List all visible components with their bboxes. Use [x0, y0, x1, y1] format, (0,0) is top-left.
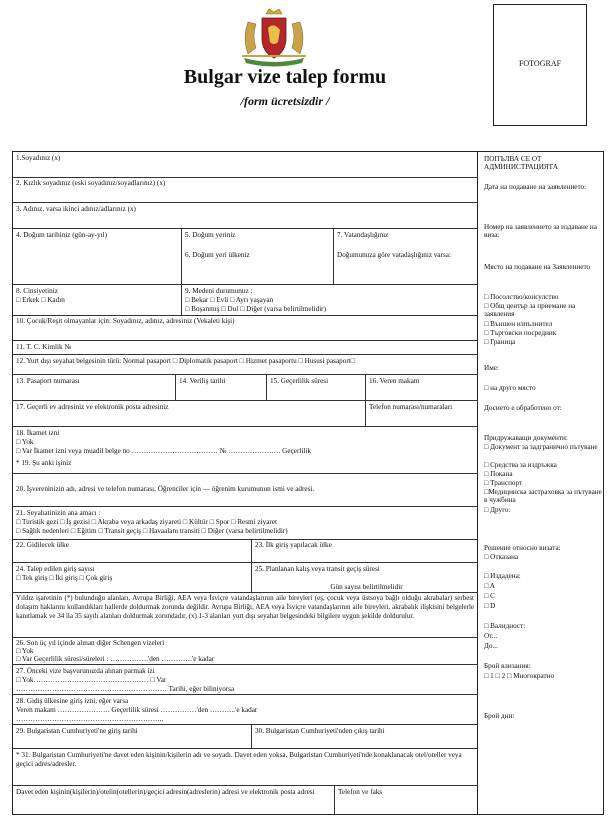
- doc-funds[interactable]: □ Средства за издръжка: [484, 461, 557, 469]
- admin-entries: Брой влизания:: [484, 662, 531, 670]
- field-entry-permit: 28. Gidiş ülkesine giriş izni, eğer varsa: [16, 697, 129, 705]
- purpose-options-1[interactable]: □ Turistik gezi □ İş gezisi □ Akraba veya arkadaş ziyareti □ Kültür □ Spor □ Resmi ziyaret: [16, 518, 277, 526]
- fingerprints-date[interactable]: ……………………………………………………… Tarihi, eğer biliniyorsa: [16, 685, 235, 693]
- field-valid-until[interactable]: 15. Geçerlilik süresi: [270, 377, 329, 385]
- field-marital-status: 9. Medeni durumunuz :: [185, 287, 253, 295]
- eu-note: Yıldız işaretinin (*) bulunduğu alanları, Avrupa Birliği, AEA veya İsviçre vatandaşlarının aile bireyleri (eş, çocuk veya üstsoya bağlı olduğu akrabalar) serbest dolaşım haklarını kullandıkları hallerde doldurmak zorunda değildir. Avrupa Birliği, AEA veya İsviçre vatandaşlarının aile bireyleri, akrabalık ilişkisini belgelerle kanıtlamak ve 34 ila 35 sayılı alanları doldurmak zorundadır, (x) 1-3 alanları yurt dışı seyahat belgesindeki bilgilere uygun şekilde doldurulur.: [16, 594, 474, 620]
- field-entries: 24. Talep edilen giriş sayısı: [16, 565, 95, 573]
- field-entry-date[interactable]: 29. Bulgaristan Cumhuriyeti'ne giriş tarihi: [16, 727, 138, 735]
- field-stay-duration[interactable]: 25. Planlanan kalış veya transit geçiş süresi: [255, 565, 380, 573]
- field-issued-by[interactable]: 16. Veren makam: [369, 377, 420, 385]
- field-guardian[interactable]: 10. Çocuk/Reşit olmayanlar için: Soyadınız, adınız, adresiniz (Vekaleti kişi): [16, 317, 235, 325]
- visa-type-a[interactable]: □ A: [484, 582, 495, 590]
- admin-handler: Досието е обработено от:: [484, 404, 562, 412]
- field-nationality[interactable]: 7. Vatandaşlığınız: [337, 231, 389, 239]
- admin-name: Име:: [484, 364, 499, 372]
- admin-entries-options[interactable]: □ 1 □ 2 □ Многократно: [484, 672, 555, 680]
- admin-place-border[interactable]: □ Граница: [484, 338, 516, 346]
- form-subtitle: /form ücretsizdir /: [240, 94, 330, 108]
- field-destination[interactable]: 22. Gidilecek ülke: [16, 541, 69, 549]
- field-maiden-name[interactable]: 2. Kızlık soyadınız (eski soyadınız/soyadlarınız) (x): [16, 179, 166, 187]
- admin-place-center[interactable]: □ Общ център за приемане на заявления: [484, 302, 576, 319]
- visa-type-c[interactable]: □ C: [484, 592, 495, 600]
- doc-other[interactable]: □ Друго:: [484, 506, 511, 514]
- field-passport-number[interactable]: 13. Pasaport numarası: [16, 377, 80, 385]
- admin-other-place[interactable]: □ на друго място: [484, 384, 536, 392]
- entry-permit-line[interactable]: ……………………………………………………..: [16, 715, 164, 723]
- field-birth-date[interactable]: 4. Doğum tarihiniz (gün-ay-yıl): [16, 231, 108, 239]
- doc-invitation[interactable]: □ Покана: [484, 470, 513, 478]
- admin-place: Място на подаване на Заявлението: [484, 263, 591, 271]
- coat-of-arms: [238, 8, 310, 68]
- field-id-number[interactable]: 11. T. C. Kimlik №: [16, 343, 72, 351]
- admin-place-intermediary[interactable]: □ Търговски посредник: [484, 329, 557, 337]
- visa-type-d[interactable]: □ D: [484, 602, 496, 610]
- field-inviter-phone[interactable]: Telefon ve faks: [338, 788, 383, 796]
- field-sex: 8. Cinsiyetiniz: [16, 287, 58, 295]
- field-inviter[interactable]: * 31. Bulgaristan Cumhuriyeti'ne davet eden kişinin/kişilerin adı ve soyadı. Davet eden yoksa, Bulgaristan Cumhuriyeti'nde konaklanacak otel/oteller veya geçici adres/adresler.: [16, 751, 462, 768]
- decision-issued[interactable]: □ Издадена:: [484, 572, 521, 580]
- schengen-yes[interactable]: □ Var Geçerlilik süresi/süreleri : …………….'den ………….'e kadar: [16, 655, 215, 663]
- decision-refused[interactable]: □ Отказана: [484, 553, 519, 561]
- field-issue-date[interactable]: 14. Veriliş tarihi: [179, 377, 226, 385]
- fingerprints-options[interactable]: □ Yok………………………………………… □ Var: [16, 676, 167, 684]
- field-home-address[interactable]: 17. Geçerli ev adresiniz ve elektronik posta adresiniz: [16, 403, 169, 411]
- field-exit-date[interactable]: 30. Bulgaristan Cumhuriyeti'nden çıkış tarihi: [255, 727, 385, 735]
- validity-from: От...: [484, 632, 498, 640]
- photo-label: FOTOGRAF: [518, 59, 562, 68]
- entry-permit-issuer[interactable]: Veren makam …………………. Geçerlilik süresi ……………'den ………..'e kadar: [16, 706, 258, 714]
- marital-options-1[interactable]: □ Bekar □ Evli □ Ayrı yaşayan: [185, 296, 274, 304]
- doc-transport[interactable]: □ Транспорт: [484, 479, 523, 487]
- field-first-entry[interactable]: 23. İlk giriş yapılacak ülke: [255, 541, 332, 549]
- admin-heading: ПОПЪЛВА СЕ ОТ АДМИНИСТРАЦИЯТА: [484, 155, 558, 172]
- field-phone[interactable]: Telefon numarası/numaraları: [369, 403, 453, 411]
- schengen-no[interactable]: □ Yok: [16, 647, 34, 655]
- form-title: Bulgar vize talep formu: [183, 66, 387, 88]
- admin-place-embassy[interactable]: □ Посолство/консулство: [484, 293, 559, 301]
- field-birth-place[interactable]: 5. Doğum yeriniz: [185, 231, 236, 239]
- field-schengen-visas: 26. Son üç yıl içinde alınan diğer Schengen vizeleri: [16, 639, 165, 647]
- field-birth-country[interactable]: 6. Doğum yeri ülkeniz: [185, 251, 250, 259]
- stay-days-note: Gün sayısı belirtilmelidir: [330, 583, 403, 591]
- admin-date: Дата на подаване на заявлението:: [484, 183, 587, 191]
- field-birth-nationality[interactable]: Doğumunuza göre vatadaşlığınız varsa:: [337, 251, 451, 259]
- admin-validity[interactable]: □ Валидност:: [484, 622, 526, 630]
- field-occupation[interactable]: * 19. Şu anki işiniz: [16, 459, 72, 467]
- field-first-name[interactable]: 3. Adınız, varsa ikinci adınız/adlarınız (x): [16, 205, 136, 213]
- marital-options-2[interactable]: □ Boşanmış □ Dul □ Diğer (varsa belirtilmelidir): [185, 305, 326, 313]
- doc-insurance[interactable]: □Медицинска застраховка за пътуване в чужбина: [484, 488, 602, 505]
- photo-box: [493, 4, 587, 126]
- purpose-options-2[interactable]: □ Sağlık nedenleri □ Eğitim □ Transit geçiş □ Havaalanı transiti □ Diğer (varsa belirtilmelidir): [16, 527, 288, 535]
- field-surname[interactable]: 1.Soyadınız (x): [16, 154, 61, 162]
- admin-decision: Решение относно визата:: [484, 544, 561, 552]
- doc-travel[interactable]: □ Документ за задграничнo пътуване: [484, 443, 598, 451]
- field-employer[interactable]: 20. İşvereninizin adı, adresi ve telefon numarası. Öğrenciler için — öğrenim kurumunun ismi ve adresi.: [16, 485, 315, 493]
- entries-options[interactable]: □ Tek giriş □ İki giriş □ Çok giriş: [16, 574, 113, 582]
- field-residence-permit: 18. İkamet izni: [16, 429, 60, 437]
- residence-no[interactable]: □ Yok: [16, 438, 34, 446]
- admin-place-provider[interactable]: □ Външен изпълнител: [484, 320, 553, 328]
- admin-documents: Придружаващи документи:: [484, 434, 568, 442]
- sex-options[interactable]: □ Erkek □ Kadın: [16, 296, 65, 304]
- admin-days: Брой дни:: [484, 712, 515, 720]
- field-travel-purpose: 21. Seyahatinizin ana amacı :: [16, 509, 101, 517]
- admin-number: Номер на заявлението за издаване на виза:: [484, 223, 597, 240]
- field-passport-type[interactable]: 12. Yurt dışı seyahat belgesinin türü: Normal pasaport □ Diplomatik pasaport □ Hizmet pasaportu □ Hususi pasaport□: [16, 357, 356, 365]
- validity-to: До...: [484, 642, 498, 650]
- field-inviter-address[interactable]: Davet eden kişinin(kişilerin)/otelin(otellerin)/geçici adresin(adreslerin) adresi ve elektronik posta adresi: [16, 788, 315, 796]
- field-fingerprints: 27. Önceki vize başvurunuzda alınan parmak izi: [16, 667, 155, 675]
- residence-yes[interactable]: □ Var İkamet izni veya muadil belge no ……………………………… № …………………. Geçerlilik: [16, 447, 311, 455]
